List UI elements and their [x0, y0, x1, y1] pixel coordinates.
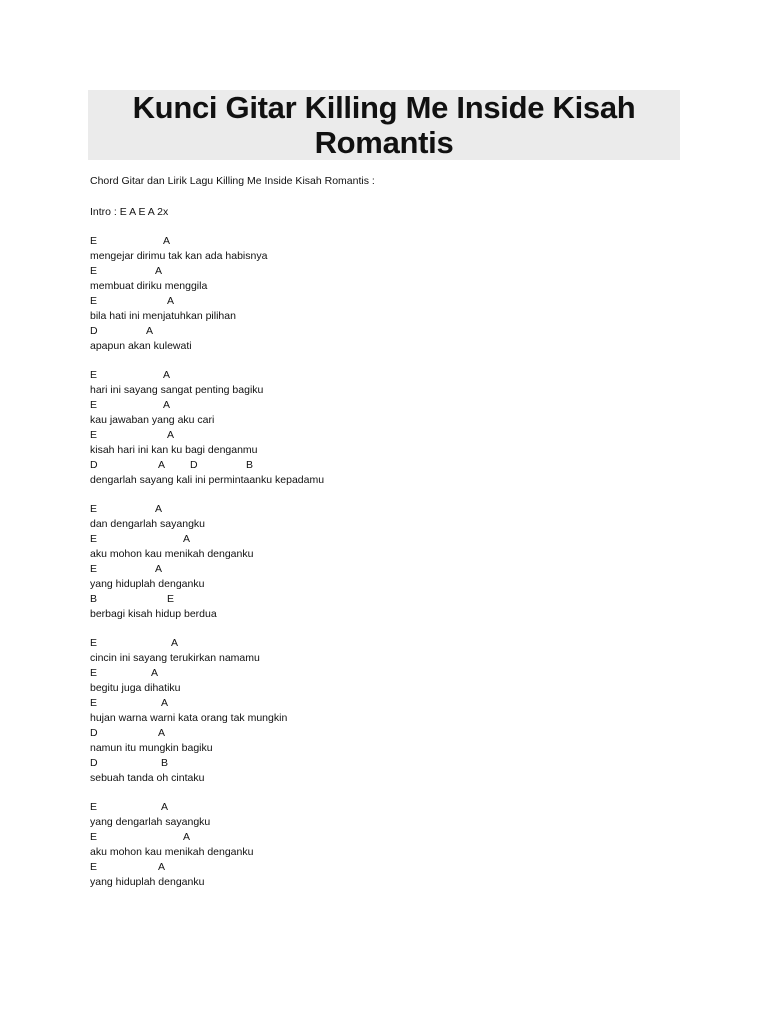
chord-symbol: A	[171, 637, 179, 649]
lyric-line: mengejar dirimu tak kan ada habisnya	[90, 250, 268, 262]
chord-symbol: D	[90, 459, 98, 471]
chord-symbol: A	[151, 667, 159, 679]
lyric-line: hari ini sayang sangat penting bagiku	[90, 384, 264, 396]
chord-symbol: A	[158, 861, 166, 873]
chord-symbol: A	[167, 295, 175, 307]
chord-symbol: A	[163, 369, 171, 381]
chord-symbol: E	[167, 593, 175, 605]
lyric-line: namun itu mungkin bagiku	[90, 742, 213, 754]
chord-symbol: A	[183, 831, 191, 843]
chord-symbol: A	[158, 727, 166, 739]
lyric-line: kisah hari ini kan ku bagi denganmu	[90, 444, 258, 456]
chord-symbol: B	[246, 459, 254, 471]
intro-text: Chord Gitar dan Lirik Lagu Killing Me Inside Kisah Romantis :	[90, 175, 375, 187]
lyric-line: bila hati ini menjatuhkan pilihan	[90, 310, 236, 322]
chord-symbol: E	[90, 429, 98, 441]
chord-symbol: A	[163, 235, 171, 247]
lyric-line: apapun akan kulewati	[90, 340, 192, 352]
chord-symbol: E	[90, 533, 98, 545]
chord-symbol: E	[90, 697, 98, 709]
chord-symbol: E	[90, 295, 98, 307]
chord-symbol: E	[90, 861, 98, 873]
lyric-line: yang hiduplah denganku	[90, 876, 205, 888]
lyric-line: berbagi kisah hidup berdua	[90, 608, 217, 620]
chord-symbol: E	[90, 563, 98, 575]
chord-symbol: A	[161, 801, 169, 813]
chord-symbol: E	[90, 637, 98, 649]
lyric-line: yang dengarlah sayangku	[90, 816, 211, 828]
chord-symbol: E	[90, 503, 98, 515]
lyric-line: sebuah tanda oh cintaku	[90, 772, 205, 784]
chord-symbol: A	[155, 265, 163, 277]
lyric-line: hujan warna warni kata orang tak mungkin	[90, 712, 288, 724]
chord-symbol: E	[90, 801, 98, 813]
chord-symbol: A	[158, 459, 166, 471]
lyric-line: membuat diriku menggila	[90, 280, 208, 292]
lyric-line: cincin ini sayang terukirkan namamu	[90, 652, 260, 664]
chord-symbol: E	[90, 235, 98, 247]
chord-symbol: A	[183, 533, 191, 545]
chord-symbol: D	[90, 727, 98, 739]
chord-symbol: E	[90, 831, 98, 843]
chord-symbol: D	[190, 459, 198, 471]
chord-symbol: E	[90, 399, 98, 411]
chord-symbol: A	[161, 697, 169, 709]
page-title: Kunci Gitar Killing Me Inside Kisah Romantis	[132, 90, 636, 160]
chord-symbol: B	[90, 593, 98, 605]
chord-symbol: A	[146, 325, 154, 337]
lyric-line: yang hiduplah denganku	[90, 578, 205, 590]
lyric-line: dan dengarlah sayangku	[90, 518, 206, 530]
chord-symbol: D	[90, 325, 98, 337]
chord-symbol: A	[155, 503, 163, 515]
intro-chords: Intro : E A E A 2x	[90, 206, 169, 218]
chord-symbol: D	[90, 757, 98, 769]
chord-symbol: E	[90, 265, 98, 277]
chord-symbol: A	[155, 563, 163, 575]
chord-symbol: B	[161, 757, 169, 769]
chord-symbol: A	[163, 399, 171, 411]
lyric-line: aku mohon kau menikah denganku	[90, 548, 254, 560]
chord-symbol: A	[167, 429, 175, 441]
lyric-line: dengarlah sayang kali ini permintaanku kepadamu	[90, 474, 325, 486]
lyric-line: kau jawaban yang aku cari	[90, 414, 215, 426]
chord-symbol: E	[90, 369, 98, 381]
lyric-line: begitu juga dihatiku	[90, 682, 181, 694]
title-banner	[88, 90, 680, 160]
lyric-line: aku mohon kau menikah denganku	[90, 846, 254, 858]
chord-symbol: E	[90, 667, 98, 679]
